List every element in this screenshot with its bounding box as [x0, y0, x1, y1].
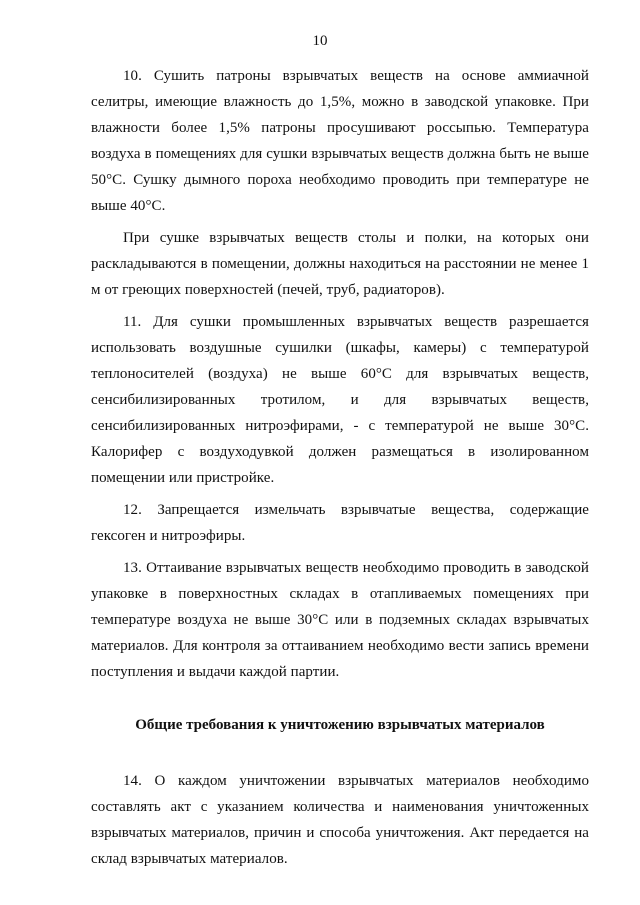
- paragraph-10: 10. Сушить патроны взрывчатых веществ на основе аммиачной селитры, имеющие влажность до 1,5%, можно в заводской упаковке. При влажности более 1,5% патроны просушивают россыпью. Температура воздуха в помещениях для сушки взрывчатых веществ должна быть не выше 50°С. Сушку дымного пороха необходимо проводить при температуре не выше 40°С.: [91, 68, 589, 214]
- paragraph-12: 12. Запрещается измельчать взрывчатые вещества, содержащие гексоген и нитроэфиры.: [91, 502, 589, 544]
- paragraph-drying-tables: При сушке взрывчатых веществ столы и полки, на которых они раскладываются в помещении, должны находиться на расстоянии не менее 1 м от греющих поверхностей (печей, труб, радиаторов).: [91, 230, 589, 298]
- paragraph-11: 11. Для сушки промышленных взрывчатых веществ разрешается использовать воздушные сушилки (шкафы, камеры) с температурой теплоносителей (воздуха) не выше 60°С для взрывчатых веществ, сенсибилизированных тротилом, и для взрывчатых веществ, сенсибилизированных нитроэфирами, - с температурой не выше 30°С. Калорифер с воздуходувкой должен размещаться в изолированном помещении или пристройке.: [91, 314, 589, 486]
- document-body: [91, 63, 589, 872]
- paragraph-14: 14. О каждом уничтожении взрывчатых материалов необходимо составлять акт с указанием количества и наименования уничтоженных взрывчатых материалов, причин и способа уничтожения. Акт передается на склад взрывчатых материалов.: [91, 773, 589, 867]
- page-number: 10: [312, 33, 328, 49]
- paragraph-13: 13. Оттаивание взрывчатых веществ необходимо проводить в заводской упаковке в поверхностных складах в отапливаемых помещениях при температуре воздуха не выше 30°С или в подземных складах взрывчатых материалов. Для контроля за оттаиванием необходимо вести запись времени поступления и выдачи каждой партии.: [91, 560, 589, 680]
- section-heading: Общие требования к уничтожению взрывчатых материалов: [135, 717, 545, 733]
